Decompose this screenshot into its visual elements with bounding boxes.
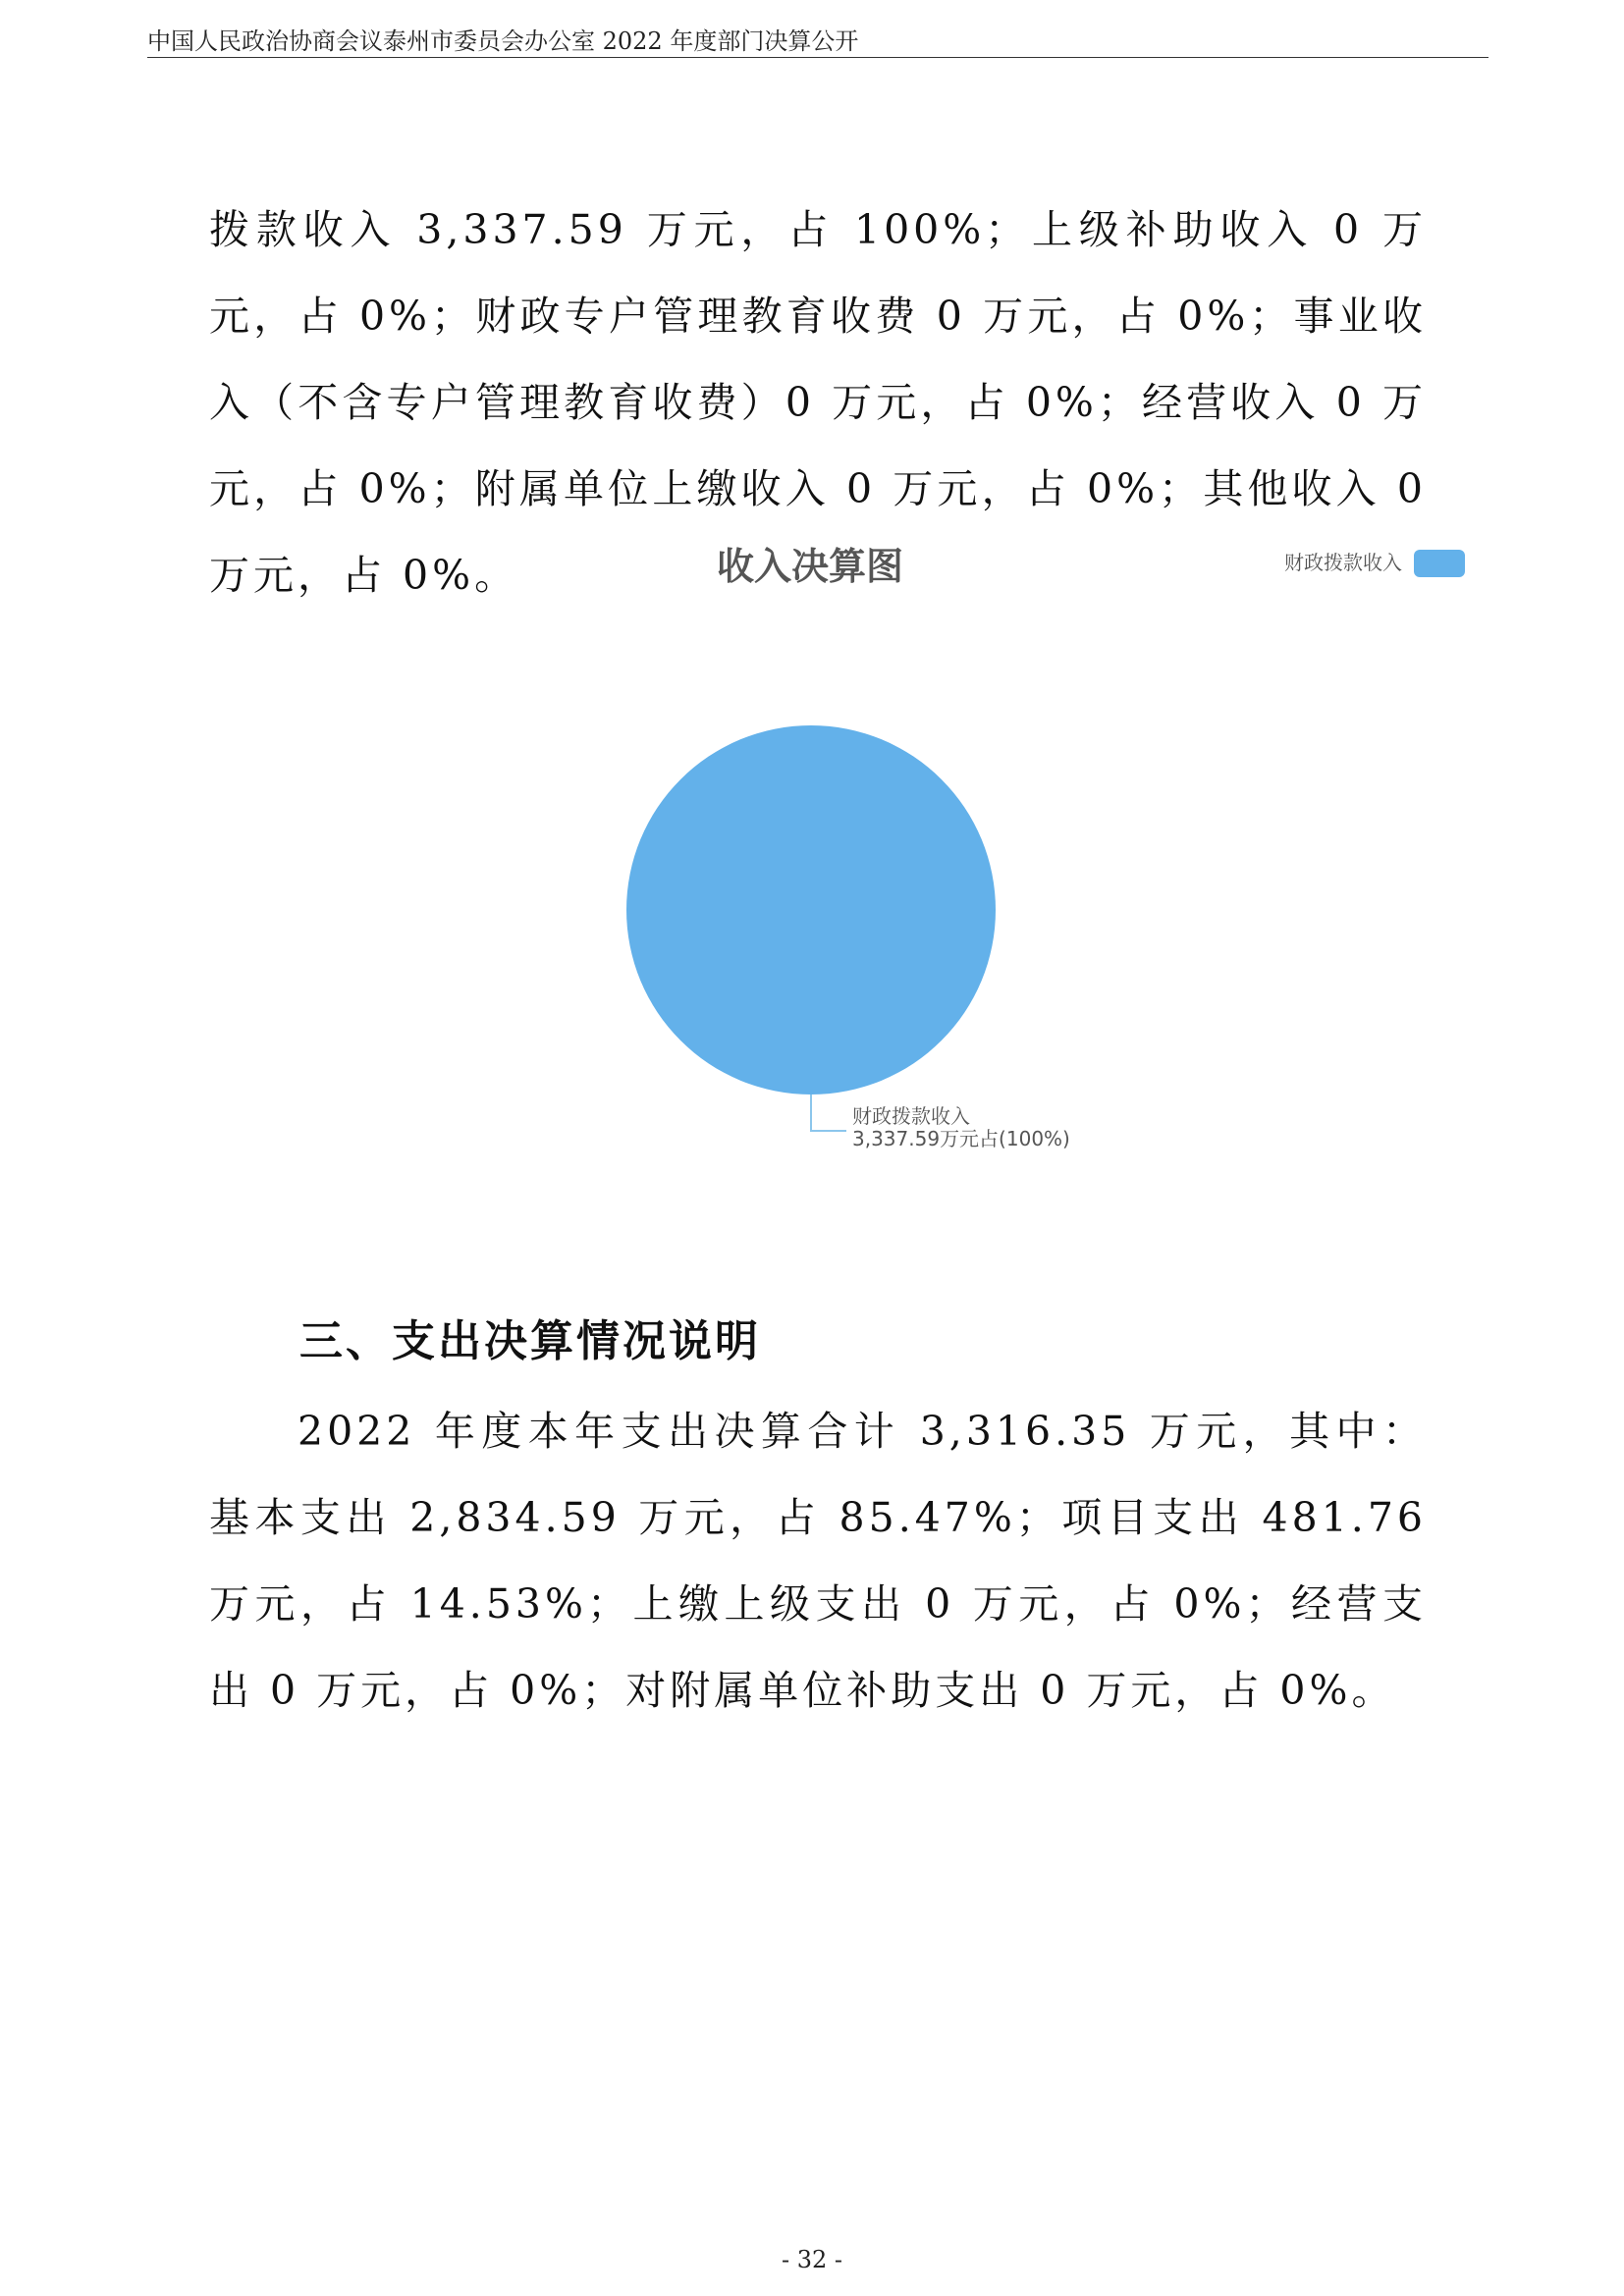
page-number: - 32 -: [781, 2246, 842, 2273]
legend-label: 财政拨款收入: [1284, 551, 1402, 574]
slice-label-value: 3,337.59万元占(100%): [852, 1127, 1070, 1150]
slice-label-name: 财政拨款收入: [852, 1104, 970, 1128]
section-heading-expenditure: 三、支出决算情况说明: [299, 1316, 761, 1366]
income-paragraph: 拨款收入 3,337.59 万元，占 100%；上级补助收入 0 万元，占 0%；财政专户管理教育收费 0 万元，占 0%；事业收入（不含专户管理教育收费）0 万元，占 0%；经营收入 0 万元，占 0%；附属单位上缴收入 0 万元，占 0%；其他收入 0 万元，占 0%。: [209, 206, 1427, 599]
income-pie-chart: [589, 530, 1571, 1217]
pie-group: [626, 725, 996, 1095]
slice-leader-line: [811, 1095, 846, 1131]
legend-swatch: [1414, 550, 1465, 577]
pie-slice-1: [626, 725, 996, 1095]
header-divider: [147, 57, 1489, 58]
expenditure-paragraph: 2022 年度本年支出决算合计 3,316.35 万元，其中：基本支出 2,834.59 万元，占 85.47%；项目支出 481.76 万元，占 14.53%；上缴上级支出 0 万元，占 0%；经营支出 0 万元，占 0%；对附属单位补助支出 0 万元，占 0%。: [209, 1408, 1427, 1714]
chart-title: 收入决算图: [716, 545, 904, 588]
document-header: 中国人民政治协商会议泰州市委员会办公室 2022 年度部门决算公开: [147, 27, 859, 55]
